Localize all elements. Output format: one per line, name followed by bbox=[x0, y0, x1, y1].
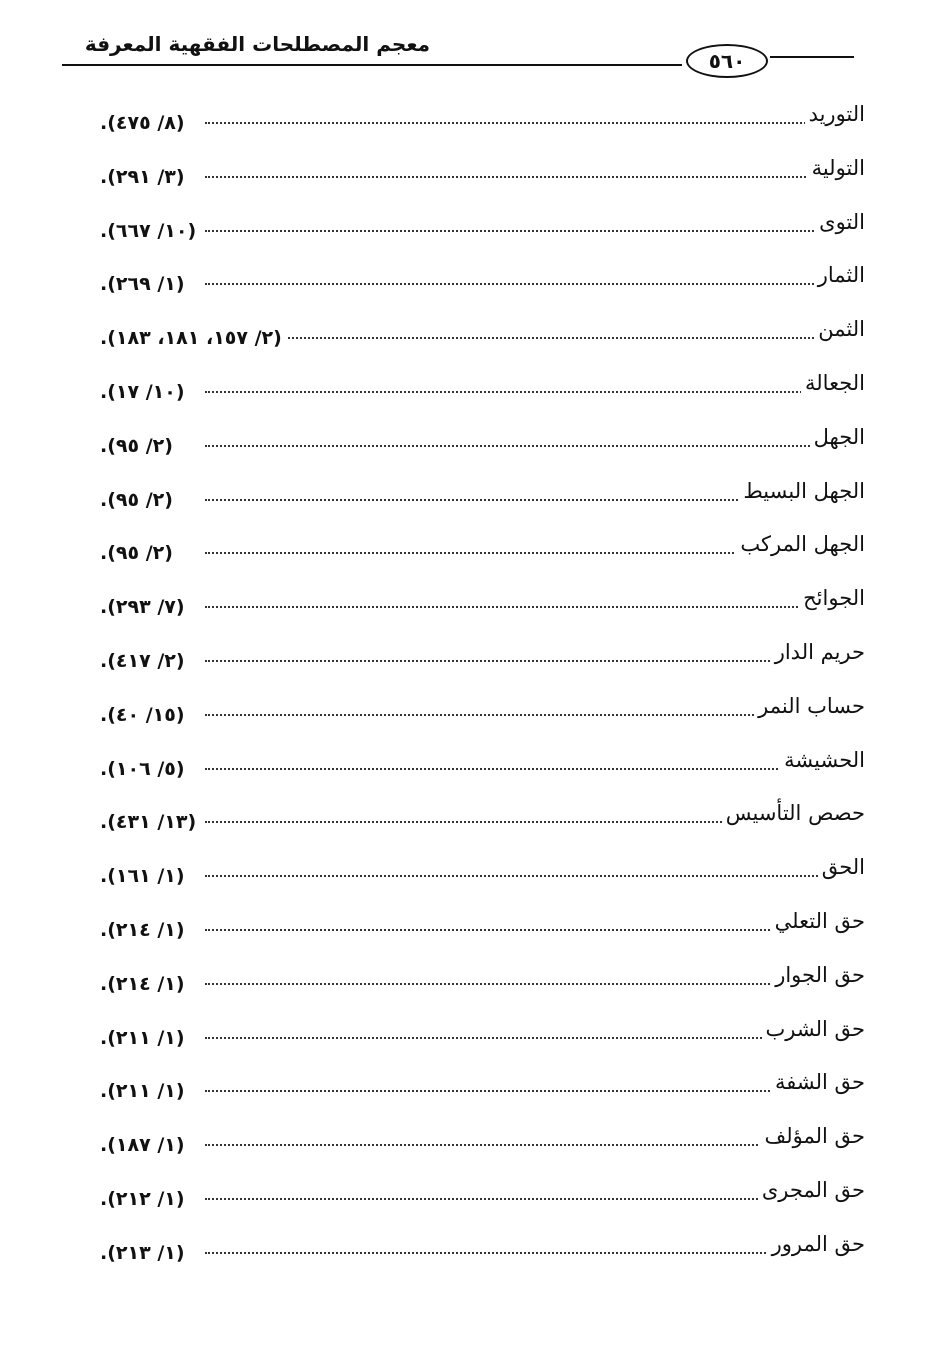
index-entry bbox=[95, 253, 885, 307]
entry-term: حريم الدار bbox=[771, 640, 865, 664]
index-entry bbox=[95, 953, 885, 1007]
entry-term: حق التعلي bbox=[771, 909, 865, 933]
index-entry bbox=[95, 146, 885, 200]
entry-reference: (٢/ ٩٥). bbox=[100, 542, 179, 564]
entry-reference: (٢/ ٩٥). bbox=[100, 435, 179, 457]
book-title: معجم المصطلحات الفقهية المعرفة bbox=[84, 32, 430, 56]
entry-reference: (١/ ٢١٤). bbox=[100, 919, 191, 941]
entry-reference: (١٠/ ٦٦٧). bbox=[100, 220, 202, 242]
entry-reference: (٧/ ٢٩٣). bbox=[100, 596, 191, 618]
header-rule-short bbox=[770, 56, 854, 58]
dot-leader bbox=[205, 445, 865, 447]
index-entry bbox=[95, 684, 885, 738]
index-entry bbox=[95, 307, 885, 361]
entry-term: الحق bbox=[818, 855, 865, 879]
entry-term: الجهل المركب bbox=[736, 532, 865, 556]
index-entry bbox=[95, 469, 885, 523]
entry-reference: (١٠/ ١٧). bbox=[100, 381, 191, 403]
index-entry bbox=[95, 415, 885, 469]
entry-reference: (١/ ٢١٣). bbox=[100, 1242, 191, 1264]
entry-reference: (٢/ ٤١٧). bbox=[100, 650, 191, 672]
dot-leader bbox=[205, 660, 865, 662]
entry-term: حق المرور bbox=[768, 1232, 865, 1256]
entry-reference: (١/ ٢١١). bbox=[100, 1027, 191, 1049]
entry-reference: (١/ ١٨٧). bbox=[100, 1134, 191, 1156]
dot-leader bbox=[205, 176, 865, 178]
entry-term: حصص التأسيس bbox=[722, 801, 865, 825]
entry-reference: (٥/ ١٠٦). bbox=[100, 758, 191, 780]
index-entry bbox=[95, 576, 885, 630]
entry-term: التوى bbox=[815, 210, 865, 234]
dot-leader bbox=[205, 283, 865, 285]
index-entry bbox=[95, 845, 885, 899]
entry-reference: (١/ ٢٦٩). bbox=[100, 273, 191, 295]
entry-reference: (١/ ٢١١). bbox=[100, 1080, 191, 1102]
dot-leader bbox=[205, 606, 865, 608]
index-entry bbox=[95, 899, 885, 953]
page-number: ٥٦٠ bbox=[686, 44, 768, 78]
entry-reference: (٨/ ٤٧٥). bbox=[100, 112, 191, 134]
entry-term: الثمن bbox=[814, 317, 865, 341]
index-entry bbox=[95, 738, 885, 792]
entry-reference: (١/ ١٦١). bbox=[100, 865, 191, 887]
index-entry bbox=[95, 1114, 885, 1168]
dot-leader bbox=[205, 230, 865, 232]
index-entry bbox=[95, 1222, 885, 1276]
entry-term: الجهل bbox=[810, 425, 865, 449]
dot-leader bbox=[205, 768, 865, 770]
dot-leader bbox=[205, 983, 865, 985]
entry-reference: (١٣/ ٤٣١). bbox=[100, 811, 202, 833]
entry-term: التوريد bbox=[805, 102, 865, 126]
dot-leader bbox=[205, 875, 865, 877]
index-entry bbox=[95, 361, 885, 415]
index-entry bbox=[95, 1060, 885, 1114]
header-rule bbox=[62, 64, 682, 66]
entry-term: حق الشرب bbox=[762, 1017, 866, 1041]
dot-leader bbox=[205, 929, 865, 931]
entry-term: حق الجوار bbox=[771, 963, 865, 987]
entry-term: الجعالة bbox=[801, 371, 865, 395]
index-entries-list bbox=[95, 92, 885, 1276]
entry-reference: (١/ ٢١٤). bbox=[100, 973, 191, 995]
entry-term: الجوائح bbox=[799, 586, 865, 610]
index-entry bbox=[95, 630, 885, 684]
index-entry bbox=[95, 1007, 885, 1061]
dot-leader bbox=[205, 1252, 865, 1254]
index-entry bbox=[95, 200, 885, 254]
dot-leader bbox=[205, 122, 865, 124]
entry-term: الحشيشة bbox=[780, 748, 865, 772]
entry-reference: (٢/ ٩٥). bbox=[100, 489, 179, 511]
entry-term: حق الشفة bbox=[771, 1070, 865, 1094]
dot-leader bbox=[205, 337, 865, 339]
entry-term: الجهل البسيط bbox=[739, 479, 865, 503]
index-entry bbox=[95, 791, 885, 845]
page-header bbox=[50, 24, 870, 84]
entry-term: التولية bbox=[808, 156, 865, 180]
entry-term: الثمار bbox=[814, 263, 865, 287]
dot-leader bbox=[205, 391, 865, 393]
entry-term: حساب النمر bbox=[754, 694, 865, 718]
entry-term: حق المؤلف bbox=[760, 1124, 865, 1148]
entry-reference: (٣/ ٢٩١). bbox=[100, 166, 191, 188]
entry-reference: (١/ ٢١٢). bbox=[100, 1188, 191, 1210]
index-entry bbox=[95, 92, 885, 146]
index-entry bbox=[95, 522, 885, 576]
entry-term: حق المجرى bbox=[758, 1178, 865, 1202]
entry-reference: (٢/ ١٥٧، ١٨١، ١٨٣). bbox=[100, 327, 288, 349]
dot-leader bbox=[205, 1090, 865, 1092]
entry-reference: (١٥/ ٤٠). bbox=[100, 704, 191, 726]
index-entry bbox=[95, 1168, 885, 1222]
